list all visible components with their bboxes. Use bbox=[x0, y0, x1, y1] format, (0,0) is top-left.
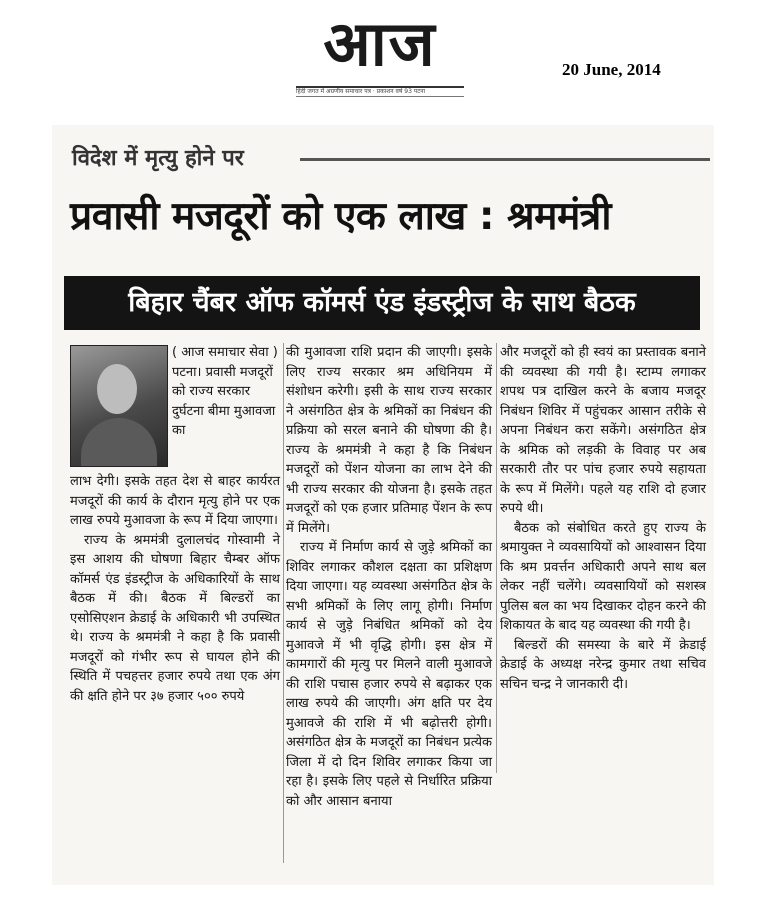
column-3-paragraph: बिल्डरों की समस्या के बारे में क्रेडाई क्रेडाई के अध्यक्ष नरेन्द्र कुमार तथा सचिव सचिन चन्द्र ने जानकारी दी। bbox=[500, 637, 706, 692]
article-column-3 bbox=[500, 343, 706, 694]
column-2-paragraph: राज्य में निर्माण कार्य से जुड़े श्रमिकों का शिविर लगाकर कौशल दक्षता का प्रशिक्षण दिया जाएगा। यह व्यवस्था असंगठित क्षेत्र के सभी श्रमिकों के लिए लागू होगी। निर्माण कार्य से जुड़े निबंधित श्रमिकों को देय मुआवजे में भी वृद्धि होगी। इस क्षेत्र में कामगारों की मृत्यु पर मिलने वाली मुआवजे की राशि पचास हजार रुपये से बढ़ाकर एक लाख रुपये की जाएगी। अंग क्षति पर देय मुआवजे की राशि में भी बढ़ोत्तरी होगी। असंगठित क्षेत्र के मजदूरों का निबंधन प्रत्येक जिला में दो दिन शिविर लगाकर किया जा रहा है। इसके लिए पहले से निर्धारित प्रक्रिया को और आसान बनाया bbox=[286, 540, 492, 809]
column-2-paragraph: की मुआवजा राशि प्रदान की जाएगी। इसके लिए राज्य सरकार श्रम अधिनियम में संशोधन करेगी। इसी के साथ राज्य सरकार ने असंगठित क्षेत्र के श्रमिकों का निबंधन की प्रक्रिया को सरल बनाने की घोषणा की है। राज्य के श्रममंत्री ने कहा है कि निबंधन मजदूरों को पेंशन योजना का लाभ देने की भी राज्य सरकार की योजना है। इसके तहत मजदूरों को एक हजार प्रतिमाह पेंशन के रूप में मिलेंगे। bbox=[286, 345, 492, 536]
masthead-tagline: हिंदी जगत में अग्रणीय समाचार पत्र · प्रकाशन वर्ष 93 पटना bbox=[296, 86, 464, 97]
column-divider bbox=[283, 343, 284, 863]
article-subhead: बिहार चैंबर ऑफ कॉमर्स एंड इंडस्ट्रीज के साथ बैठक bbox=[64, 276, 700, 330]
article-column-2 bbox=[286, 343, 492, 811]
minister-photo bbox=[70, 345, 168, 467]
photo-face bbox=[97, 364, 137, 414]
article-column-1 bbox=[70, 472, 280, 706]
photo-shoulders bbox=[81, 418, 157, 466]
column-3-paragraph: और मजदूरों को ही स्वयं का प्रस्तावक बनाने की व्यवस्था की गयी है। स्टाम्प लगाकर शपथ पत्र दाखिल करने के बजाय मजदूर निबंधन शिविर में पहुंचकर आसान तरीके से अपना निबंधन करा सकेंगे। असंगठित क्षेत्र के श्रमिक को लड़की के विवाह पर अब सरकारी तौर पर पांच हजार रुपये सहायता के रूप में मिलेंगे। पहले यह राशि दो हजार रुपये थी। bbox=[500, 345, 706, 516]
kicker-rule bbox=[300, 158, 710, 161]
column-1-paragraph: राज्य के श्रममंत्री दुलालचंद गोस्वामी ने इस आशय की घोषणा बिहार चैम्बर ऑफ कॉमर्स एंड इंडस्ट्रीज के अधिकारियों के साथ बैठक में की। बैठक में बिल्डरों का एसोसिएशन क्रेडाई के अधिकारी भी उपस्थित थे। राज्य के श्रममंत्री ने कहा है कि प्रवासी मजदूरों को गंभीर रूप से घायल होने की स्थिति में पचहत्तर हजार रुपये तथा एक अंग की क्षति होने पर ३७ हजार ५०० रुपये bbox=[70, 532, 280, 704]
column-1-paragraph: लाभ देगी। इसके तहत देश से बाहर कार्यरत मजदूरों की कार्य के दौरान मृत्यु होने पर एक लाख रुपये मुआवजा के रूप में दिया जाएगा। bbox=[70, 474, 280, 528]
newspaper-masthead bbox=[290, 8, 470, 98]
article-kicker: विदेश में मृत्यु होने पर bbox=[72, 146, 244, 171]
article-headline: प्रवासी मजदूरों को एक लाख : श्रममंत्री bbox=[70, 194, 611, 239]
article-byline-lead: ( आज समाचार सेवा ) पटना। प्रवासी मजदूरों को राज्य सरकार दुर्घटना बीमा मुआवजा का bbox=[172, 345, 278, 438]
column-3-paragraph: बैठक को संबोधित करते हुए राज्य के श्रमायुक्त ने व्यवसायियों को आश्वासन दिया कि श्रम प्रवर्त्तन अधिकारी अपने साथ बल लेकर नहीं चलेंगे। व्यवसायियों को सशस्त्र पुलिस बल का भय दिखाकर दोहन करने की शिकायत के बाद यह व्यवस्था की गयी है। bbox=[500, 520, 706, 633]
newspaper-logo: आज bbox=[323, 7, 437, 80]
publication-date: 20 June, 2014 bbox=[562, 60, 661, 79]
column-divider bbox=[496, 343, 497, 773]
